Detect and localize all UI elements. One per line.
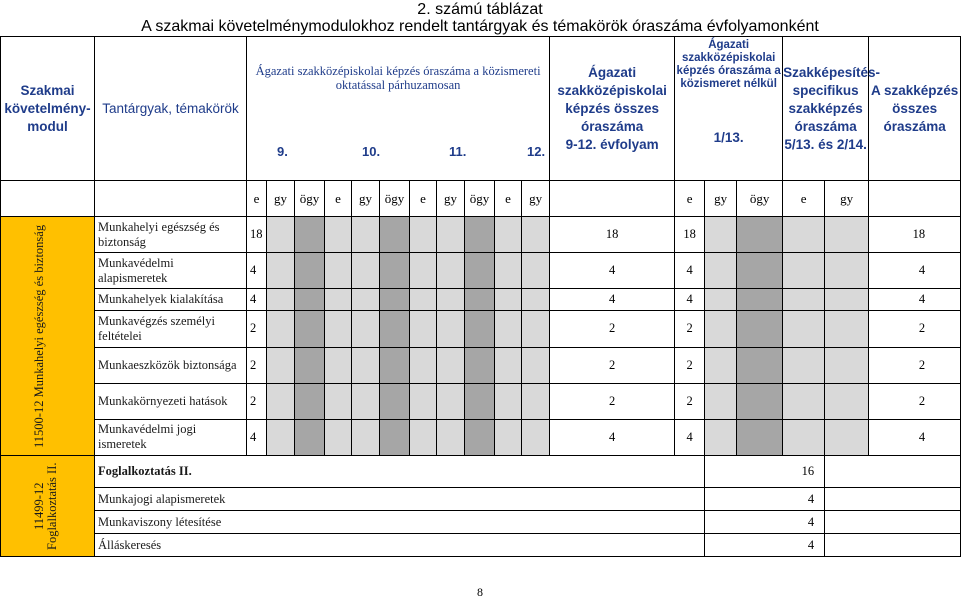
subheader-cell: gy — [825, 181, 869, 217]
header-specific-text: Szakképesítés-specifikus szakképzés óraszáma — [783, 64, 880, 134]
cell-113e: 4 — [675, 253, 705, 289]
header-specific-years: 5/13. és 2/14. — [784, 136, 867, 152]
module-cell — [1, 456, 95, 557]
row-label: Munkahelyek kialakítása — [95, 289, 247, 311]
cell-113e: 4 — [705, 534, 825, 557]
table-title: A szakmai követelménymodulokhoz rendelt tantárgyak és témakörök óraszáma évfolyamonként — [141, 18, 819, 35]
header-no-general — [675, 37, 783, 181]
subheader-empty-module — [1, 181, 95, 217]
year-10: 10. — [362, 144, 381, 159]
row-label: Foglalkoztatás II. — [95, 456, 705, 488]
cell-9e: 2 — [247, 311, 267, 347]
subheader-cell: e — [495, 181, 522, 217]
row-label: Munkakörnyezeti hatások — [95, 383, 247, 419]
cell-9e: 2 — [247, 383, 267, 419]
cell-113e: 4 — [675, 289, 705, 311]
header-no-general-text: Ágazati szakközépiskolai képzés óraszáma a közismeret nélkül — [676, 39, 781, 90]
cell-113e: 18 — [675, 217, 705, 253]
subheader-cell: ögy — [380, 181, 410, 217]
header-module: Szakmai követelmény-modul — [1, 37, 95, 181]
year-11: 11. — [449, 144, 467, 159]
cell-9e: 4 — [247, 253, 267, 289]
header-parallel — [247, 37, 550, 181]
header-subject: Tantárgyak, témakörök — [95, 37, 247, 181]
header-parallel-text: Ágazati szakközépiskolai képzés óraszáma a közismereti oktatással párhuzamosan — [255, 64, 541, 92]
module-name: 11500-12 Munkahelyi egészség és biztonság — [31, 224, 46, 448]
cell-sum: 2 — [869, 347, 961, 383]
subheader-cell: gy — [352, 181, 380, 217]
header-no-general-year: 1/13. — [713, 130, 744, 145]
subheader-cell: e — [325, 181, 352, 217]
cell-113e: 2 — [675, 383, 705, 419]
subheader-cell: e — [675, 181, 705, 217]
row-label: Munkavédelmi jogi ismeretek — [95, 419, 247, 455]
row-label: Munkajogi alapismeretek — [95, 488, 705, 511]
cell-sum: 4 — [869, 419, 961, 455]
cell-113e: 2 — [675, 311, 705, 347]
header-total-912 — [550, 37, 675, 181]
cell-sum: 4 — [869, 289, 961, 311]
cell-9e: 2 — [247, 347, 267, 383]
cell-total-912: 18 — [550, 217, 675, 253]
row-label: Álláskeresés — [95, 534, 705, 557]
header-total-912-years: 9-12. évfolyam — [565, 136, 659, 152]
subheader-cell: e — [410, 181, 437, 217]
year-12: 12. — [527, 144, 546, 159]
cell-9e: 4 — [247, 289, 267, 311]
subheader-cell: e — [783, 181, 825, 217]
cell-sum: 4 — [869, 253, 961, 289]
cell-total-912: 4 — [550, 419, 675, 455]
table-caption: 2. számú táblázat — [417, 1, 543, 18]
subheader-cell: ögy — [737, 181, 783, 217]
cell-113e: 4 — [705, 488, 825, 511]
row-label: Munkahelyi egészség és biztonság — [95, 217, 247, 253]
year-9: 9. — [277, 144, 288, 159]
subheader-cell: ögy — [465, 181, 495, 217]
cell-sum: 2 — [869, 383, 961, 419]
subheader-cell: gy — [267, 181, 295, 217]
cell-113e: 4 — [675, 419, 705, 455]
subheader-cell: e — [247, 181, 267, 217]
cell-9e: 18 — [247, 217, 267, 253]
subheader-empty-subject — [95, 181, 247, 217]
cell-113e: 16 — [705, 456, 825, 488]
row-label: Munkavédelmi alapismeretek — [95, 253, 247, 289]
hours-table — [0, 36, 961, 557]
row-label: Munkavégzés személyi feltételei — [95, 311, 247, 347]
cell-113e: 2 — [675, 347, 705, 383]
subheader-empty-total — [550, 181, 675, 217]
cell-total-912: 4 — [550, 253, 675, 289]
cell-sum: 2 — [869, 311, 961, 347]
page-number: 8 — [477, 585, 483, 599]
cell-113e: 4 — [705, 511, 825, 534]
cell-total-912: 4 — [550, 289, 675, 311]
cell-9e: 4 — [247, 419, 267, 455]
subheader-cell: ögy — [295, 181, 325, 217]
subheader-cell: gy — [705, 181, 737, 217]
cell-sum: 18 — [869, 217, 961, 253]
header-specific — [783, 37, 880, 181]
row-label: Munkaviszony létesítése — [95, 511, 705, 534]
module-name: 11499-12 Foglalkoztatás II. — [31, 462, 59, 550]
header-total-912-text: Ágazati szakközépiskolai képzés összes óraszáma — [557, 64, 667, 134]
subheader-cell: gy — [437, 181, 465, 217]
cell-total-912: 2 — [550, 311, 675, 347]
subheader-empty-sum — [869, 181, 961, 217]
cell-total-912: 2 — [550, 347, 675, 383]
module-cell — [1, 217, 95, 456]
row-label: Munkaeszközök biztonsága — [95, 347, 247, 383]
cell-total-912: 2 — [550, 383, 675, 419]
subheader-cell: gy — [522, 181, 550, 217]
header-total: A szakképzés összes óraszáma — [869, 37, 961, 181]
